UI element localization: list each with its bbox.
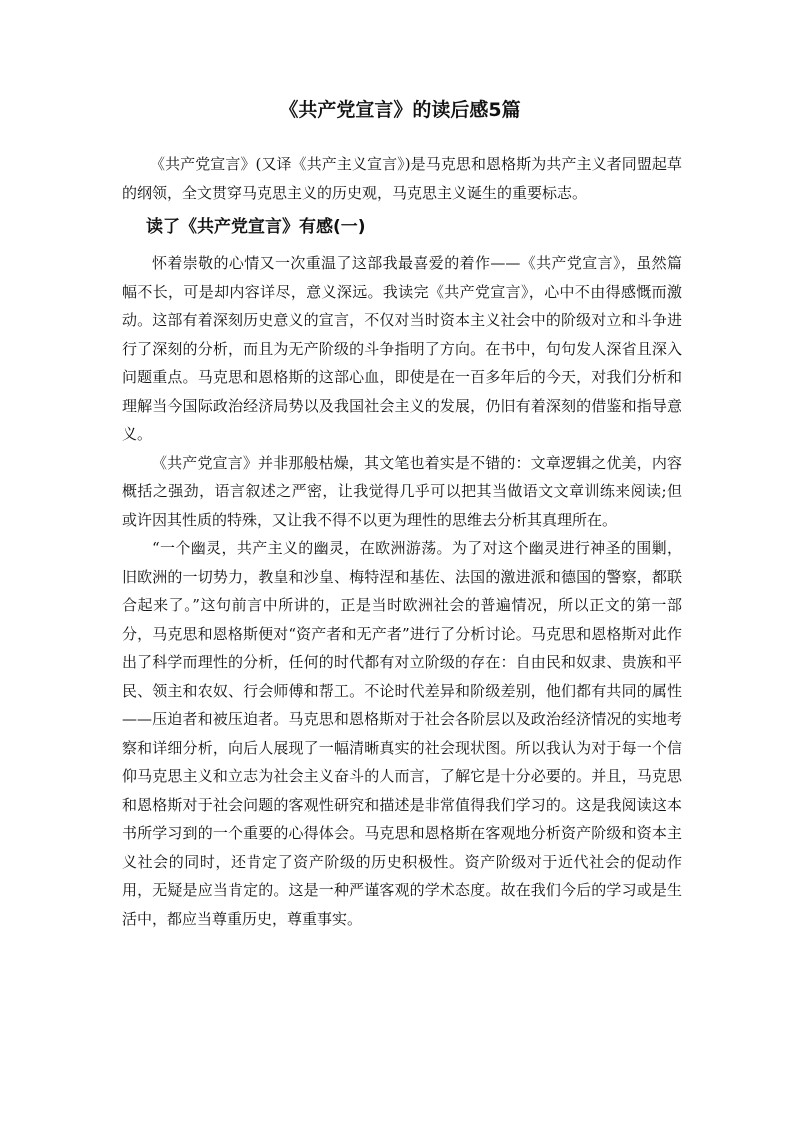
body-paragraph-2: 《共产党宣言》并非那般枯燥，其文笔也着实是不错的：文章逻辑之优美，内容概括之强劲，语言叙述之严密，让我觉得几乎可以把其当做语文文章训练来阅读;但或许因其性质的特殊，又让我不得不以更为理性的思维去分析其真理所在。	[122, 453, 682, 529]
section-heading: 读了《共产党宣言》有感(一)	[146, 217, 366, 237]
body-paragraph-3: “一个幽灵，共产主义的幽灵，在欧洲游荡。为了对这个幽灵进行神圣的围剿，旧欧洲的一切势力，教皇和沙皇、梅特涅和基佐、法国的激进派和德国的警察，都联合起来了。”这句前言中所讲的，正是当时欧洲社会的普遍情况，所以正文的第一部分，马克思和恩格斯便对“资产者和无产者”进行了分析讨论。马克思和恩格斯对此作出了科学而理性的分析，任何的时代都有对立阶级的存在：自由民和奴隶、贵族和平民、领主和农奴、行会师傅和帮工。不论时代差异和阶级差别，他们都有共同的属性——压迫者和被压迫者。马克思和恩格斯对于社会各阶层以及政治经济情况的实地考察和详细分析，向后人展现了一幅清晰真实的社会现状图。所以我认为对于每一个信仰马克思主义和立志为社会主义奋斗的人而言，了解它是十分必要的。并且，马克思和恩格斯对于社会问题的客观性研究和描述是非常值得我们学习的。这是我阅读这本书所学习到的一个重要的心得体会。马克思和恩格斯在客观地分析资产阶级和资本主义社会的同时，还肯定了资产阶级的历史积极性。资产阶级对于近代社会的促动作用，无疑是应当肯定的。这是一种严谨客观的学术态度。故在我们今后的学习或是生活中，都应当尊重历史，尊重事实。	[122, 539, 682, 928]
body-paragraph-1: 怀着崇敬的心情又一次重温了这部我最喜爱的着作——《共产党宣言》，虽然篇幅不长，可是却内容详尽，意义深远。我读完《共产党宣言》，心中不由得感慨而激动。这部有着深刻历史意义的宣言，不仅对当时资本主义社会中的阶级对立和斗争进行了深刻的分析，而且为无产阶级的斗争指明了方向。在书中，句句发人深省且深入问题重点。马克思和恩格斯的这部心血，即使是在一百多年后的今天，对我们分析和理解当今国际政治经济局势以及我国社会主义的发展，仍旧有着深刻的借鉴和指导意义。	[122, 254, 682, 443]
document-title: 《共产党宣言》的读后感5篇	[279, 99, 521, 121]
document-body	[122, 150, 682, 933]
intro-paragraph: 《共产党宣言》(又译《共产主义宣言》)是马克思和恩格斯为共产主义者同盟起草的纲领，全文贯穿马克思主义的历史观，马克思主义诞生的重要标志。	[122, 155, 682, 202]
